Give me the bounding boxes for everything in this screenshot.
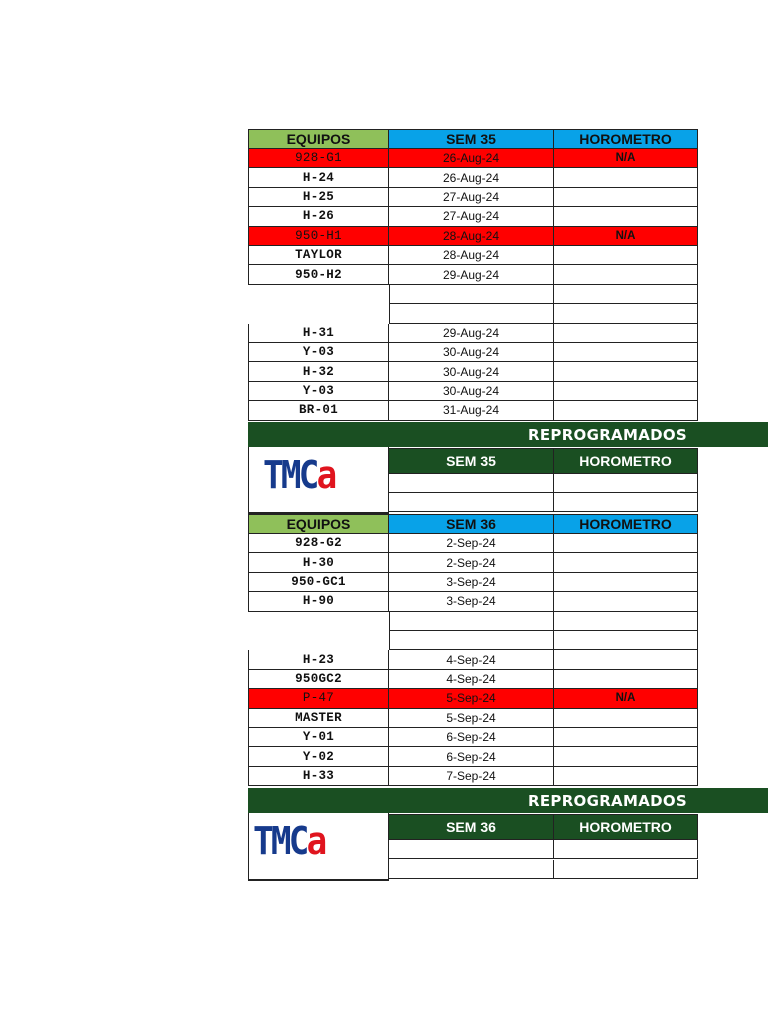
date-cell[interactable] bbox=[389, 612, 554, 631]
horometro-cell[interactable] bbox=[554, 304, 698, 323]
date-cell[interactable]: 28-Aug-24 bbox=[389, 227, 554, 246]
horometro-cell[interactable]: N/A bbox=[554, 689, 698, 708]
table-row bbox=[248, 592, 698, 611]
equipo-cell[interactable]: H-26 bbox=[248, 207, 389, 226]
sem36-header[interactable]: SEM 36 bbox=[389, 514, 554, 534]
table-row bbox=[248, 149, 698, 168]
equipo-cell[interactable]: H-33 bbox=[248, 767, 389, 786]
date-cell[interactable]: 4-Sep-24 bbox=[389, 670, 554, 689]
table-row bbox=[248, 650, 698, 669]
equipo-cell[interactable] bbox=[248, 285, 389, 304]
reprogramados-bar-2 bbox=[248, 788, 768, 813]
reprog-horometro-header-1[interactable]: HOROMETRO bbox=[554, 448, 698, 474]
equipo-cell[interactable]: H-24 bbox=[248, 168, 389, 187]
date-cell[interactable]: 2-Sep-24 bbox=[389, 553, 554, 572]
equipo-cell[interactable]: 928-G1 bbox=[248, 149, 389, 168]
equipo-cell[interactable]: MASTER bbox=[248, 709, 389, 728]
table-row bbox=[248, 573, 698, 592]
equipo-cell[interactable]: H-90 bbox=[248, 592, 389, 611]
equipo-cell[interactable]: H-32 bbox=[248, 362, 389, 381]
date-cell[interactable]: 27-Aug-24 bbox=[389, 188, 554, 207]
table-row bbox=[248, 553, 698, 572]
table-row bbox=[248, 188, 698, 207]
date-cell[interactable]: 26-Aug-24 bbox=[389, 149, 554, 168]
equipo-cell[interactable]: H-31 bbox=[248, 324, 389, 343]
horometro-cell[interactable] bbox=[554, 401, 698, 420]
horometro-cell[interactable] bbox=[554, 324, 698, 343]
table-row bbox=[248, 534, 698, 553]
block2-reprog-header bbox=[248, 814, 698, 840]
equipo-cell[interactable]: Y-03 bbox=[248, 382, 389, 401]
equipo-cell[interactable]: 950GC2 bbox=[248, 670, 389, 689]
date-cell[interactable]: 30-Aug-24 bbox=[389, 382, 554, 401]
table-row bbox=[248, 382, 698, 401]
horometro-cell[interactable] bbox=[554, 265, 698, 284]
spacer-row bbox=[248, 612, 698, 631]
reprog-horometro-header-2[interactable]: HOROMETRO bbox=[554, 814, 698, 840]
reprog-cell[interactable] bbox=[554, 474, 698, 493]
horometro-cell[interactable] bbox=[554, 573, 698, 592]
date-cell[interactable] bbox=[389, 631, 554, 650]
date-cell[interactable]: 30-Aug-24 bbox=[389, 343, 554, 362]
reprog-cell[interactable] bbox=[389, 474, 554, 493]
date-cell[interactable] bbox=[389, 285, 554, 304]
date-cell[interactable]: 6-Sep-24 bbox=[389, 747, 554, 766]
date-cell[interactable]: 26-Aug-24 bbox=[389, 168, 554, 187]
equipo-cell[interactable]: H-23 bbox=[248, 650, 389, 669]
equipo-cell[interactable]: BR-01 bbox=[248, 401, 389, 420]
table-row bbox=[248, 401, 698, 420]
table-row bbox=[248, 207, 698, 226]
spacer-row bbox=[248, 631, 698, 650]
block2-reprog-row bbox=[248, 840, 698, 859]
equipo-cell[interactable]: Y-01 bbox=[248, 728, 389, 747]
equipo-cell[interactable]: H-30 bbox=[248, 553, 389, 572]
horometro-cell[interactable] bbox=[554, 747, 698, 766]
horometro-cell[interactable] bbox=[554, 382, 698, 401]
horometro-cell[interactable] bbox=[554, 767, 698, 786]
table-row bbox=[248, 709, 698, 728]
table-row bbox=[248, 670, 698, 689]
reprog-cell[interactable] bbox=[554, 493, 698, 512]
horometro-cell[interactable] bbox=[554, 246, 698, 265]
tmca-logo-1: TMCa bbox=[263, 453, 335, 497]
table-row bbox=[248, 362, 698, 381]
block1-reprog-header bbox=[248, 448, 698, 474]
horometro-cell[interactable] bbox=[554, 188, 698, 207]
horometro-cell[interactable] bbox=[554, 650, 698, 669]
horometro-header[interactable]: HOROMETRO bbox=[554, 129, 698, 149]
equipo-cell[interactable]: TAYLOR bbox=[248, 246, 389, 265]
block1-header-row bbox=[248, 129, 698, 149]
reprog-cell[interactable] bbox=[554, 840, 698, 859]
equipo-cell[interactable]: Y-02 bbox=[248, 747, 389, 766]
equipo-cell[interactable]: 950-H1 bbox=[248, 227, 389, 246]
horometro-cell[interactable] bbox=[554, 709, 698, 728]
date-cell[interactable]: 29-Aug-24 bbox=[389, 265, 554, 284]
table-row bbox=[248, 767, 698, 786]
horometro-cell[interactable] bbox=[554, 631, 698, 650]
table-row bbox=[248, 343, 698, 362]
reprog-cell[interactable] bbox=[389, 840, 554, 859]
table-row bbox=[248, 324, 698, 343]
equipo-cell[interactable]: 950-GC1 bbox=[248, 573, 389, 592]
horometro-cell[interactable] bbox=[554, 670, 698, 689]
date-cell[interactable]: 3-Sep-24 bbox=[389, 573, 554, 592]
spacer-row bbox=[248, 285, 698, 304]
date-cell[interactable] bbox=[389, 304, 554, 323]
horometro-cell[interactable] bbox=[554, 207, 698, 226]
reprogramados-label-2: REPROGRAMADOS bbox=[528, 791, 688, 810]
date-cell[interactable]: 7-Sep-24 bbox=[389, 767, 554, 786]
table-row bbox=[248, 227, 698, 246]
date-cell[interactable]: 5-Sep-24 bbox=[389, 709, 554, 728]
equipo-cell[interactable]: H-25 bbox=[248, 188, 389, 207]
table-row bbox=[248, 246, 698, 265]
equipo-cell[interactable]: 950-H2 bbox=[248, 265, 389, 284]
table-row bbox=[248, 168, 698, 187]
equipos-header[interactable]: EQUIPOS bbox=[248, 129, 389, 149]
horometro-cell[interactable]: N/A bbox=[554, 227, 698, 246]
equipos-header-2[interactable]: EQUIPOS bbox=[248, 514, 389, 534]
date-cell[interactable]: 27-Aug-24 bbox=[389, 207, 554, 226]
reprog-cell[interactable] bbox=[389, 493, 554, 512]
horometro-cell[interactable] bbox=[554, 168, 698, 187]
date-cell[interactable]: 6-Sep-24 bbox=[389, 728, 554, 747]
block1-reprog-row bbox=[248, 493, 698, 512]
table-row bbox=[248, 689, 698, 708]
block2-header-row bbox=[248, 514, 698, 534]
horometro-cell[interactable]: N/A bbox=[554, 149, 698, 168]
equipo-cell[interactable] bbox=[248, 612, 389, 631]
horometro-cell[interactable] bbox=[554, 343, 698, 362]
horometro-cell[interactable] bbox=[554, 612, 698, 631]
tmca-logo-2: TMCa bbox=[253, 819, 325, 863]
equipo-cell[interactable] bbox=[248, 631, 389, 650]
table-row bbox=[248, 728, 698, 747]
date-cell[interactable]: 31-Aug-24 bbox=[389, 401, 554, 420]
table-row bbox=[248, 747, 698, 766]
reprog-cell[interactable] bbox=[389, 860, 554, 879]
reprog-cell[interactable] bbox=[554, 860, 698, 879]
equipo-cell[interactable]: P-47 bbox=[248, 689, 389, 708]
block2-reprog-row bbox=[248, 860, 698, 879]
equipo-cell[interactable]: 928-G2 bbox=[248, 534, 389, 553]
horometro-cell[interactable] bbox=[554, 362, 698, 381]
block1-reprog-row bbox=[248, 474, 698, 493]
reprog-sem36-header[interactable]: SEM 36 bbox=[389, 814, 554, 840]
equipo-cell[interactable] bbox=[248, 304, 389, 323]
sem35-header[interactable]: SEM 35 bbox=[389, 129, 554, 149]
date-cell[interactable]: 4-Sep-24 bbox=[389, 650, 554, 669]
date-cell[interactable]: 29-Aug-24 bbox=[389, 324, 554, 343]
horometro-cell[interactable] bbox=[554, 285, 698, 304]
horometro-cell[interactable] bbox=[554, 553, 698, 572]
date-cell[interactable]: 3-Sep-24 bbox=[389, 592, 554, 611]
equipo-cell[interactable]: Y-03 bbox=[248, 343, 389, 362]
spacer-row bbox=[248, 304, 698, 323]
horometro-header-2[interactable]: HOROMETRO bbox=[554, 514, 698, 534]
reprog-sem35-header[interactable]: SEM 35 bbox=[389, 448, 554, 474]
reprogramados-bar-1 bbox=[248, 422, 768, 447]
date-cell[interactable]: 2-Sep-24 bbox=[389, 534, 554, 553]
horometro-cell[interactable] bbox=[554, 534, 698, 553]
table-row bbox=[248, 265, 698, 284]
date-cell[interactable]: 28-Aug-24 bbox=[389, 246, 554, 265]
horometro-cell[interactable] bbox=[554, 592, 698, 611]
date-cell[interactable]: 30-Aug-24 bbox=[389, 362, 554, 381]
date-cell[interactable]: 5-Sep-24 bbox=[389, 689, 554, 708]
reprogramados-label-1: REPROGRAMADOS bbox=[528, 425, 688, 444]
horometro-cell[interactable] bbox=[554, 728, 698, 747]
